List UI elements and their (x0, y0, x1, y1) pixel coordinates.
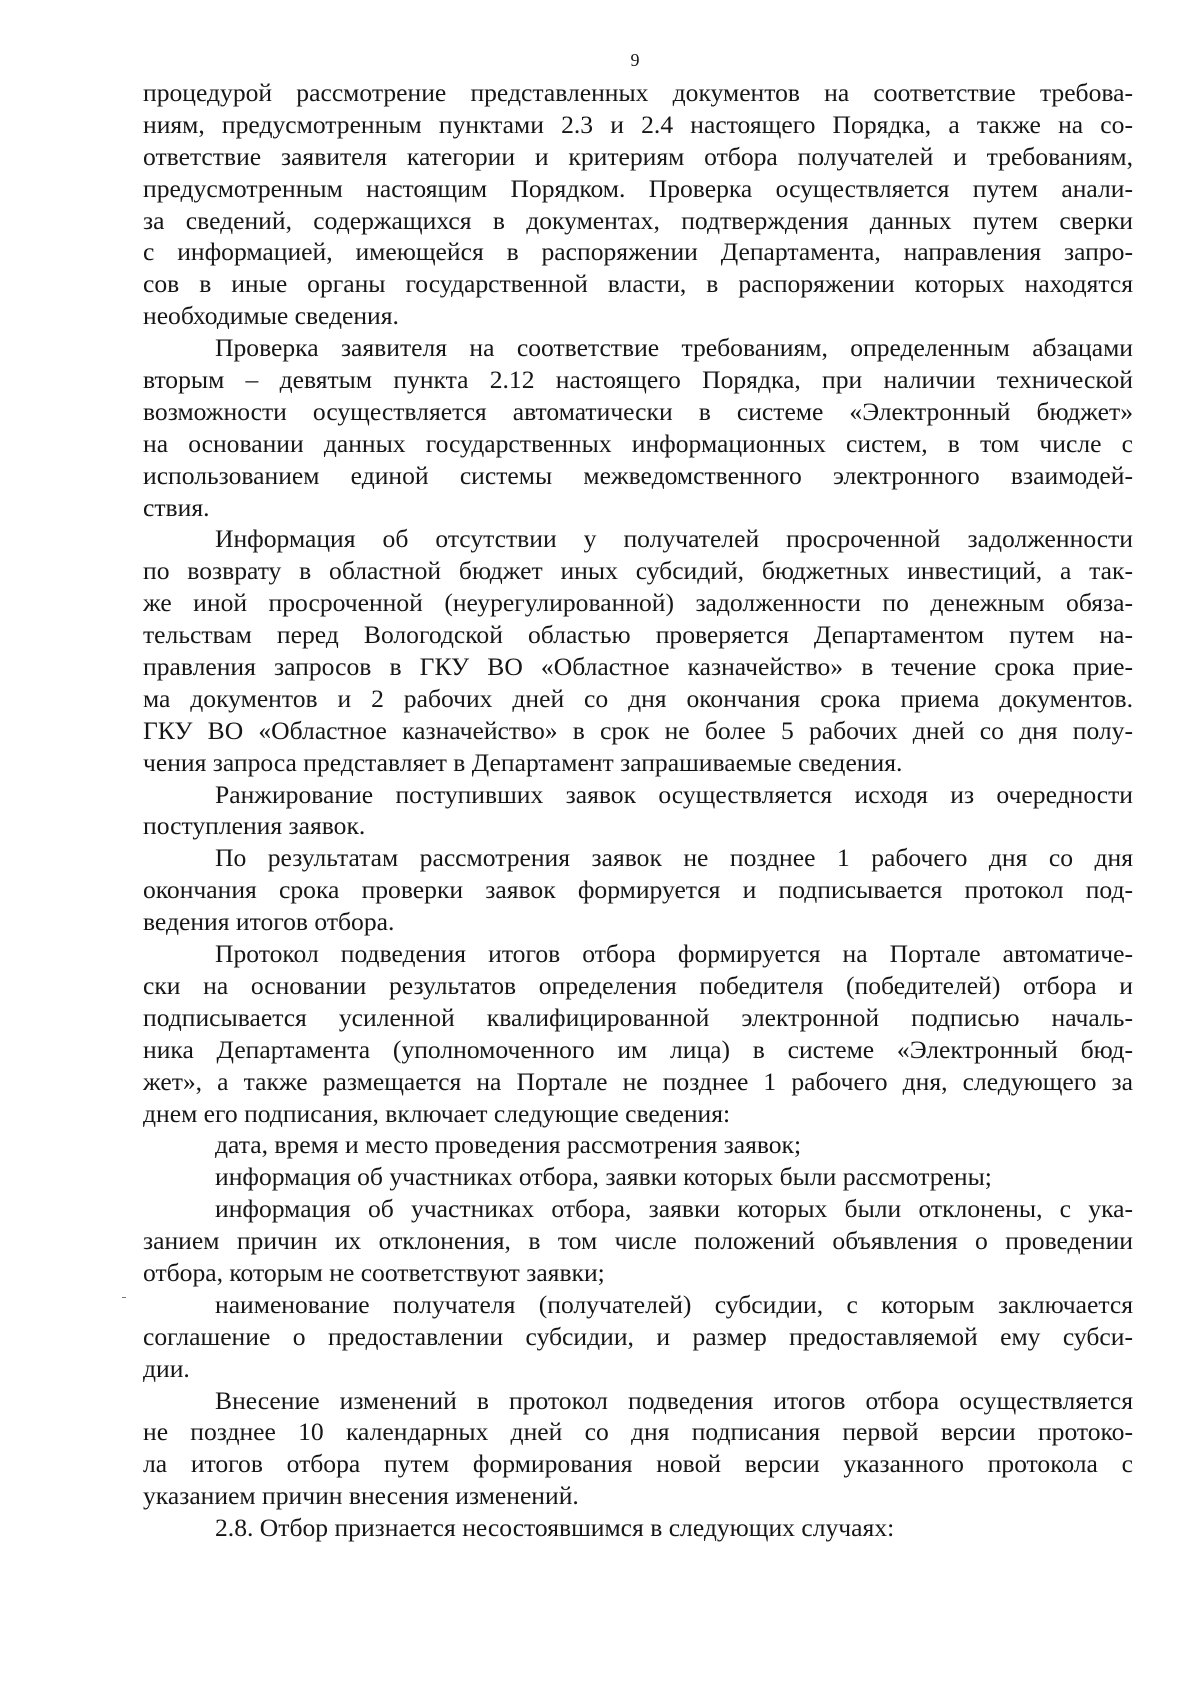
paragraph (143, 77, 1133, 332)
text-line: По результатам рассмотрения заявок не позднее 1 рабочего дня со дня (215, 843, 1133, 873)
paragraph (143, 1193, 1133, 1289)
text-line: предусмотренным настоящим Порядком. Проверка осуществляется путем анали- (143, 173, 1133, 203)
text-line: Информация об отсутствии у получателей просроченной задолженности (215, 524, 1133, 554)
text-line: 2.8. Отбор признается несостоявшимся в следующих случаях: (215, 1513, 895, 1543)
text-line: ма документов и 2 рабочих дней со дня окончания срока приема документов. (143, 683, 1133, 713)
text-line: ски на основании результатов определения победителя (победителей) отбора и (143, 970, 1133, 1000)
text-line: необходимые сведения. (143, 301, 399, 331)
text-line: подписывается усиленной квалифицированной электронной подписью началь- (143, 1002, 1133, 1032)
text-line: вторым – девятым пункта 2.12 настоящего Порядка, при наличии технической (143, 365, 1133, 395)
paragraph (143, 523, 1133, 778)
text-line: занием причин их отклонения, в том числе положений объявления о проведении (143, 1226, 1133, 1256)
text-line: поступления заявок. (143, 811, 366, 841)
text-line: по возврату в областной бюджет иных субсидий, бюджетных инвестиций, а так- (143, 556, 1133, 586)
paragraph (143, 1512, 1133, 1544)
text-line: ствия. (143, 492, 210, 522)
text-line: процедурой рассмотрение представленных документов на соответствие требова- (143, 78, 1133, 107)
paragraph (143, 938, 1133, 1129)
text-line: дата, время и место проведения рассмотрения заявок; (215, 1130, 802, 1160)
document-body (143, 77, 1133, 1544)
text-line: не позднее 10 календарных дней со дня подписания первой версии протоко- (143, 1417, 1133, 1447)
scan-mark (122, 1297, 126, 1298)
paragraph (143, 1289, 1133, 1385)
text-line: дии. (143, 1353, 190, 1383)
text-line: использованием единой системы межведомственного электронного взаимодей- (143, 460, 1133, 490)
text-line: соглашение о предоставлении субсидии, и размер предоставляемой ему субси- (143, 1321, 1133, 1351)
paragraph (143, 842, 1133, 938)
text-line: за сведений, содержащихся в документах, подтверждения данных путем сверки (143, 205, 1133, 235)
text-line: днем его подписания, включает следующие сведения: (143, 1098, 731, 1128)
text-line: Ранжирование поступивших заявок осуществляется исходя из очередности (215, 779, 1133, 809)
paragraph (143, 1129, 1133, 1161)
text-line: Внесение изменений в протокол подведения итогов отбора осуществляется (215, 1385, 1133, 1415)
text-line: ника Департамента (уполномоченного им лица) в системе «Электронный бюд- (143, 1034, 1133, 1064)
text-line: чения запроса представляет в Департамент запрашиваемые сведения. (143, 747, 903, 777)
text-line: наименование получателя (получателей) субсидии, с которым заключается (215, 1289, 1133, 1319)
text-line: Протокол подведения итогов отбора формируется на Портале автоматиче- (215, 939, 1133, 969)
text-line: жет», а также размещается на Портале не позднее 1 рабочего дня, следующего за (143, 1066, 1133, 1096)
text-line: с информацией, имеющейся в распоряжении Департамента, направления запро- (143, 237, 1133, 267)
text-line: же иной просроченной (неурегулированной) задолженности по денежным обяза- (143, 588, 1133, 618)
text-line: сов в иные органы государственной власти, в распоряжении которых находятся (143, 269, 1133, 299)
text-line: ла итогов отбора путем формирования новой версии указанного протокола с (143, 1449, 1133, 1479)
text-line: информация об участниках отбора, заявки которых были рассмотрены; (215, 1162, 992, 1192)
text-line: ответствие заявителя категории и критериям отбора получателей и требованиям, (143, 141, 1133, 171)
paragraph (143, 332, 1133, 523)
text-line: окончания срока проверки заявок формируется и подписывается протокол под- (143, 875, 1133, 905)
paragraph (143, 1385, 1133, 1513)
text-line: тельствам перед Вологодской областью проверяется Департаментом путем на- (143, 620, 1133, 650)
page-number: 9 (630, 50, 640, 70)
text-line: на основании данных государственных информационных систем, в том числе с (143, 428, 1133, 458)
text-line: указанием причин внесения изменений. (143, 1481, 579, 1511)
text-line: информация об участниках отбора, заявки которых были отклонены, с ука- (215, 1194, 1133, 1224)
text-line: ниям, предусмотренным пунктами 2.3 и 2.4 настоящего Порядка, а также на со- (143, 109, 1133, 139)
text-line: Проверка заявителя на соответствие требованиям, определенным абзацами (215, 333, 1133, 363)
text-line: отбора, которым не соответствуют заявки; (143, 1257, 605, 1287)
paragraph (143, 779, 1133, 843)
text-line: правления запросов в ГКУ ВО «Областное казначейство» в течение срока прие- (143, 652, 1133, 682)
text-line: возможности осуществляется автоматически в системе «Электронный бюджет» (143, 396, 1133, 426)
text-line: ведения итогов отбора. (143, 907, 395, 937)
text-line: ГКУ ВО «Областное казначейство» в срок не более 5 рабочих дней со дня полу- (143, 715, 1133, 745)
paragraph (143, 1161, 1133, 1193)
